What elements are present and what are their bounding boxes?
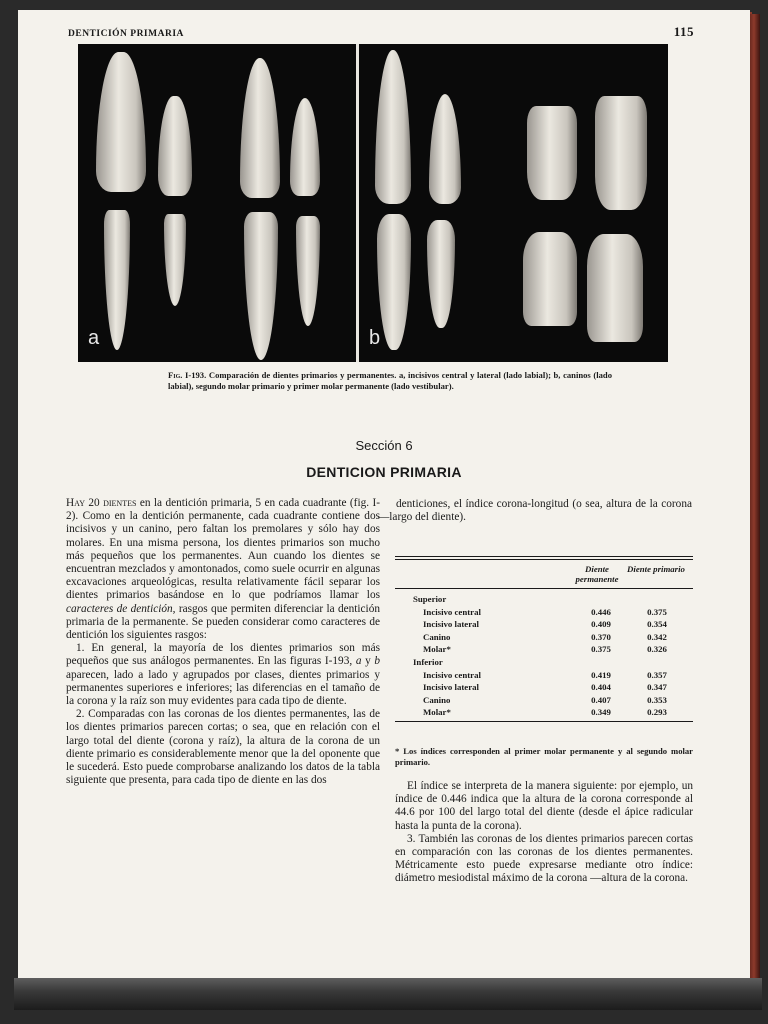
paragraph-lead: Hay 20 dientes	[66, 497, 137, 509]
tooth-image	[244, 212, 278, 360]
book-edge-bottom	[14, 978, 762, 1010]
table-row	[395, 618, 693, 631]
caption-text: Comparación de dientes primarios y permanentes. a, incisivos central y lateral (lado labial); b, caninos (lado labial), segundo molar primario y primer molar permanente (lado vestibular).	[168, 370, 612, 391]
column-header-primary: Diente primario	[627, 564, 685, 574]
caption-figure-ref: Fig. I-193.	[168, 370, 207, 380]
paragraph: El índice se interpreta de la manera siguiente: por ejemplo, un índice de 0.446 indica que la altura de la corona corresponde al 44.6 por 100 del largo total del diente (desde el ápice radicular hasta la punta de la corona).	[395, 780, 693, 832]
table-cell: 0.293	[647, 707, 667, 718]
tooth-image	[523, 232, 577, 326]
figure-panel-a	[78, 44, 359, 362]
table-row	[395, 631, 693, 644]
table-cell: 0.326	[647, 644, 667, 655]
table-cell-label: Incisivo central	[423, 669, 481, 680]
table-cell: 0.446	[591, 606, 611, 617]
italic-letter: a	[355, 655, 362, 668]
table-cell: 0.407	[591, 694, 611, 705]
table-cell: 0.375	[591, 644, 611, 655]
figure-panel-b	[359, 44, 668, 362]
table-footnote: * Los índices corresponden al primer molar permanente y al segundo molar primario.	[395, 746, 693, 767]
tooth-image	[527, 106, 577, 200]
running-head-title: DENTICIÓN PRIMARIA	[68, 29, 184, 39]
table-cell-label: Molar*	[423, 707, 451, 718]
paragraph: 3. También las coronas de los dientes primarios parecen cortas en comparación con las coronas de los dientes permanentes. Métricamente esto puede expresarse mediante otro índice: diámetro mesiodistal máximo de la corona —altura de la corona.	[395, 832, 693, 885]
table-cell: 0.375	[647, 606, 667, 617]
table-row	[395, 681, 693, 694]
paragraph: denticiones, el índice corona-longitud (o sea, altura de la corona —largo del diente).	[378, 498, 692, 524]
index-table	[395, 556, 693, 722]
table-rule	[395, 721, 693, 722]
paragraph-text: rasgos que permiten diferenciar la dentición primaria de la permanente. Se pueden considerar como caracteres de dentición los siguientes rasgos:	[66, 602, 380, 642]
table-cell-label: Molar*	[423, 644, 451, 655]
table-cell-label: Incisivo central	[423, 606, 481, 617]
tooth-image	[158, 96, 192, 196]
table-row	[395, 669, 693, 682]
table-group-label: Superior	[413, 594, 447, 604]
table-cell: 0.353	[647, 694, 667, 705]
section-title: DENTICION PRIMARIA	[306, 464, 462, 480]
tooth-image	[375, 50, 411, 204]
tooth-image	[595, 96, 647, 210]
table-row	[395, 606, 693, 619]
figure-photo	[78, 44, 668, 362]
table-cell: 0.419	[591, 669, 611, 680]
book-page	[18, 10, 750, 978]
paragraph-text: aparecen, lado a lado y agrupados por clases, dientes primarios y permanentes superiores e inferiores; las diferencias en el tamaño de la corona y la raíz son muy evidentes para cada tipo de diente.	[66, 668, 380, 708]
table-cell-label: Incisivo lateral	[423, 619, 479, 630]
table-row	[395, 706, 693, 719]
table-cell: 0.347	[647, 682, 667, 693]
tooth-image	[290, 98, 320, 196]
paragraph-text: 1. En general, la mayoría de los dientes primarios son más pequeños que sus análogos permanentes. En las figuras I-193,	[66, 642, 380, 668]
running-head	[68, 24, 694, 40]
table-cell: 0.409	[591, 619, 611, 630]
paragraph-text: y	[361, 655, 375, 668]
table-row	[395, 643, 693, 656]
table-cell-label: Canino	[423, 631, 451, 642]
table-cell: 0.349	[591, 707, 611, 718]
panel-label-b: b	[369, 327, 381, 349]
table-cell: 0.357	[647, 669, 667, 680]
italic-letter: b	[374, 655, 381, 668]
paragraph	[66, 497, 380, 642]
tooth-image	[377, 214, 411, 350]
tooth-image	[104, 210, 130, 350]
right-column-intro	[378, 498, 692, 524]
table-rule	[395, 556, 693, 560]
tooth-image	[164, 214, 186, 306]
tooth-image	[96, 52, 146, 192]
left-column	[66, 497, 380, 787]
table-header	[395, 562, 693, 589]
panel-label-a: a	[88, 327, 100, 349]
section-label: Sección 6	[355, 438, 413, 453]
paragraph: 2. Comparadas con las coronas de los dientes permanentes, las de los dientes primarios parecen cortas; o sea, que en relación con el largo total del diente (corona y raíz), la altura de la corona de un diente primario es considerablemente menor que la del oponente que le sucederá. Esto puede comprobarse analizando los datos de la tabla siguiente que presenta, para cada tipo de diente en las dos	[66, 708, 380, 787]
tooth-image	[427, 220, 455, 328]
table-cell: 0.354	[647, 619, 667, 630]
paragraph-text: en la dentición primaria, 5 en cada cuadrante (fig. I-2). Como en la dentición permanente, cada cuadrante contiene dos incisivos y un canino, pero faltan los premolares y sólo hay dos molares. En una misma persona, los dientes primarios son mucho más pequeños que los permanentes. Aun cuando los dientes se encuentran mezclados y amontonados, como suele ocurrir en algunas excavaciones arqueológicas, resulta relativamente fácil separar los dientes primarios basándose en lo que podríamos llamar los	[66, 497, 380, 602]
table-cell: 0.342	[647, 631, 667, 642]
column-header-permanent: Diente permanente	[575, 564, 619, 584]
figure-caption	[168, 370, 612, 391]
tooth-image	[240, 58, 280, 198]
tooth-image	[587, 234, 643, 342]
tooth-image	[429, 94, 461, 204]
table-group-label: Inferior	[413, 656, 443, 667]
paragraph	[66, 642, 380, 708]
book-edge-right	[750, 14, 760, 980]
page-number: 115	[673, 24, 694, 39]
right-column-body	[395, 780, 693, 886]
tooth-image	[296, 216, 320, 326]
italic-term: caracteres de dentición,	[66, 602, 176, 615]
table-cell-label: Incisivo lateral	[423, 682, 479, 693]
table-row	[395, 694, 693, 707]
table-cell: 0.404	[591, 682, 611, 693]
table-cell-label: Canino	[423, 694, 451, 705]
table-cell: 0.370	[591, 631, 611, 642]
